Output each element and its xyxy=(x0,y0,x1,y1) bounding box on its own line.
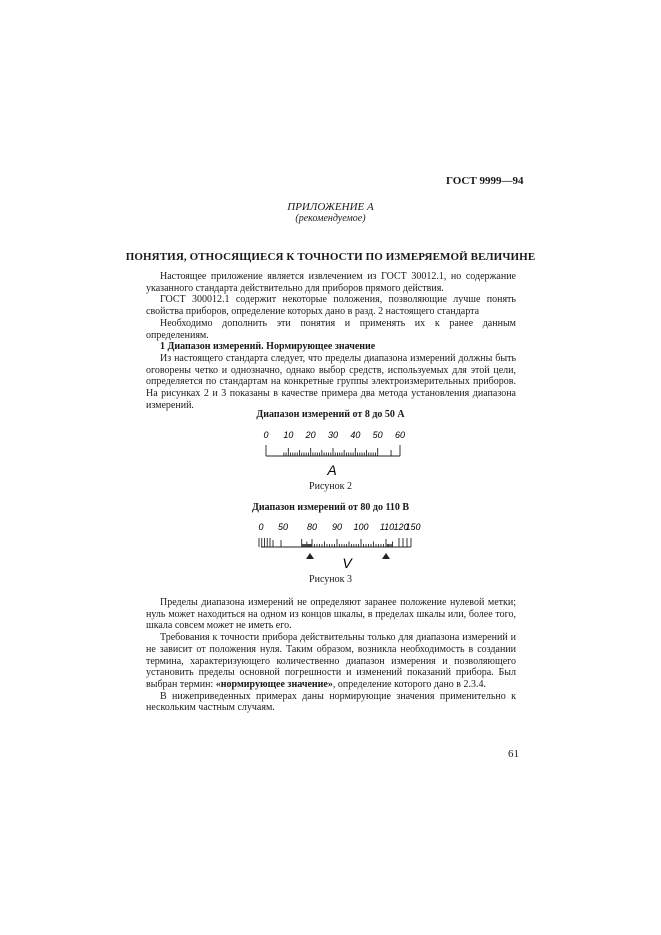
figure-3-tick-label: 110 xyxy=(379,522,395,532)
figure-2-tick-label: 50 xyxy=(372,430,383,440)
paragraph-3 xyxy=(146,318,516,341)
section-heading xyxy=(146,341,516,353)
figure-3-tick-label: 90 xyxy=(331,522,343,532)
paragraph-6 xyxy=(146,632,516,691)
normalizing-value-term: «нормирующее значение» xyxy=(215,678,333,690)
paragraph-block-2 xyxy=(146,597,516,714)
paragraph-intro xyxy=(146,271,516,411)
range-end-marker xyxy=(382,553,390,559)
paragraph-1-text: Настоящее приложение является извлечением из ГОСТ 30012.1, но содержание указанного стандарта действительно для приборов прямого действия. xyxy=(146,271,516,294)
paragraph-2 xyxy=(146,294,516,317)
figure-2-title: Диапазон измерений от 8 до 50 А xyxy=(256,409,405,420)
paragraph-4-text: Из настоящего стандарта следует, что пределы диапазона измерений должны быть оговорены четко и однозначно, однако выбор средств, используемых для этой цели, определяется по стандартам на конкретные группы электроизмерительных приборов. На рисунках 2 и 3 показаны в качестве примера два метода установления диапазона измерений. xyxy=(146,352,516,411)
figure-2-tick-label: 30 xyxy=(327,430,339,440)
paragraph-5 xyxy=(146,597,516,632)
paragraph-2-text: ГОСТ 300012.1 содержит некоторые положения, позволяющие лучше понять свойства приборов, определение которых дано в разд. 2 настоящего стандарта xyxy=(146,294,516,318)
figure-2-tick-label: 20 xyxy=(305,430,316,440)
figure-2-tick-label: 40 xyxy=(350,430,361,440)
paragraph-7-text: В нижеприведенных примерах даны нормирующие значения применительно к нескольким частным случаям. xyxy=(146,690,516,714)
paragraph-4 xyxy=(146,353,516,412)
figure-3-tick-label: 0 xyxy=(258,522,264,532)
figure-3-tick-label: 150 xyxy=(405,522,421,532)
figure-3-tick-label: 100 xyxy=(353,522,369,532)
figure-3-unit: V xyxy=(342,555,352,571)
paragraph-5-text: Пределы диапазона измерений не определяют заранее положение нулевой метки; нуль может находиться на одном из концов шкалы, в пределах шкалы или, более того, шкала совсем может не иметь его. xyxy=(146,597,516,632)
range-start-marker xyxy=(306,553,314,559)
figure-2-tick-label: 0 xyxy=(263,430,269,440)
paragraph-6-text: Требования к точности прибора действительны только для диапазона измерений и не зависит от положения нуля. Таким образом, возникла необходимость в создании термина, характеризующего количественно диапазон измерения и позволяющего установить пределы основной погрешности и изменений показаний прибора. Был выбран термин: xyxy=(146,632,516,690)
paragraph-1 xyxy=(146,271,516,294)
figure-2-tick-label: 10 xyxy=(283,430,294,440)
appendix-label: ПРИЛОЖЕНИЕ А xyxy=(287,201,374,213)
figure-2-caption: Рисунок 2 xyxy=(309,481,352,492)
appendix-sublabel: (рекомендуемое) xyxy=(295,213,366,224)
paragraph-7 xyxy=(146,691,516,714)
figure-2-tick-label: 60 xyxy=(394,430,406,440)
figure-3-tick-label: 80 xyxy=(306,522,318,532)
page-title: ПОНЯТИЯ, ОТНОСЯЩИЕСЯ К ТОЧНОСТИ ПО ИЗМЕРЯЕМОЙ ВЕЛИЧИНЕ xyxy=(125,251,536,263)
figure-3-scale xyxy=(255,520,425,572)
figure-2-scale xyxy=(250,428,410,478)
page-number: 61 xyxy=(508,748,519,760)
paragraph-6-end: , определение которого дано в 2.3.4. xyxy=(332,678,487,690)
figure-3-tick-label: 50 xyxy=(277,522,289,532)
section-heading-text: 1 Диапазон измерений. Нормирующее значение xyxy=(160,341,376,353)
figure-3-title: Диапазон измерений от 80 до 110 В xyxy=(251,502,410,513)
paragraph-3-text: Необходимо дополнить эти понятия и применять их к ранее данным определениям. xyxy=(146,317,516,341)
figure-3-tick-label: 120 xyxy=(393,522,409,532)
figure-3-caption: Рисунок 3 xyxy=(309,574,352,585)
standard-number: ГОСТ 9999—94 xyxy=(446,175,524,187)
figure-2-unit: A xyxy=(327,462,337,478)
